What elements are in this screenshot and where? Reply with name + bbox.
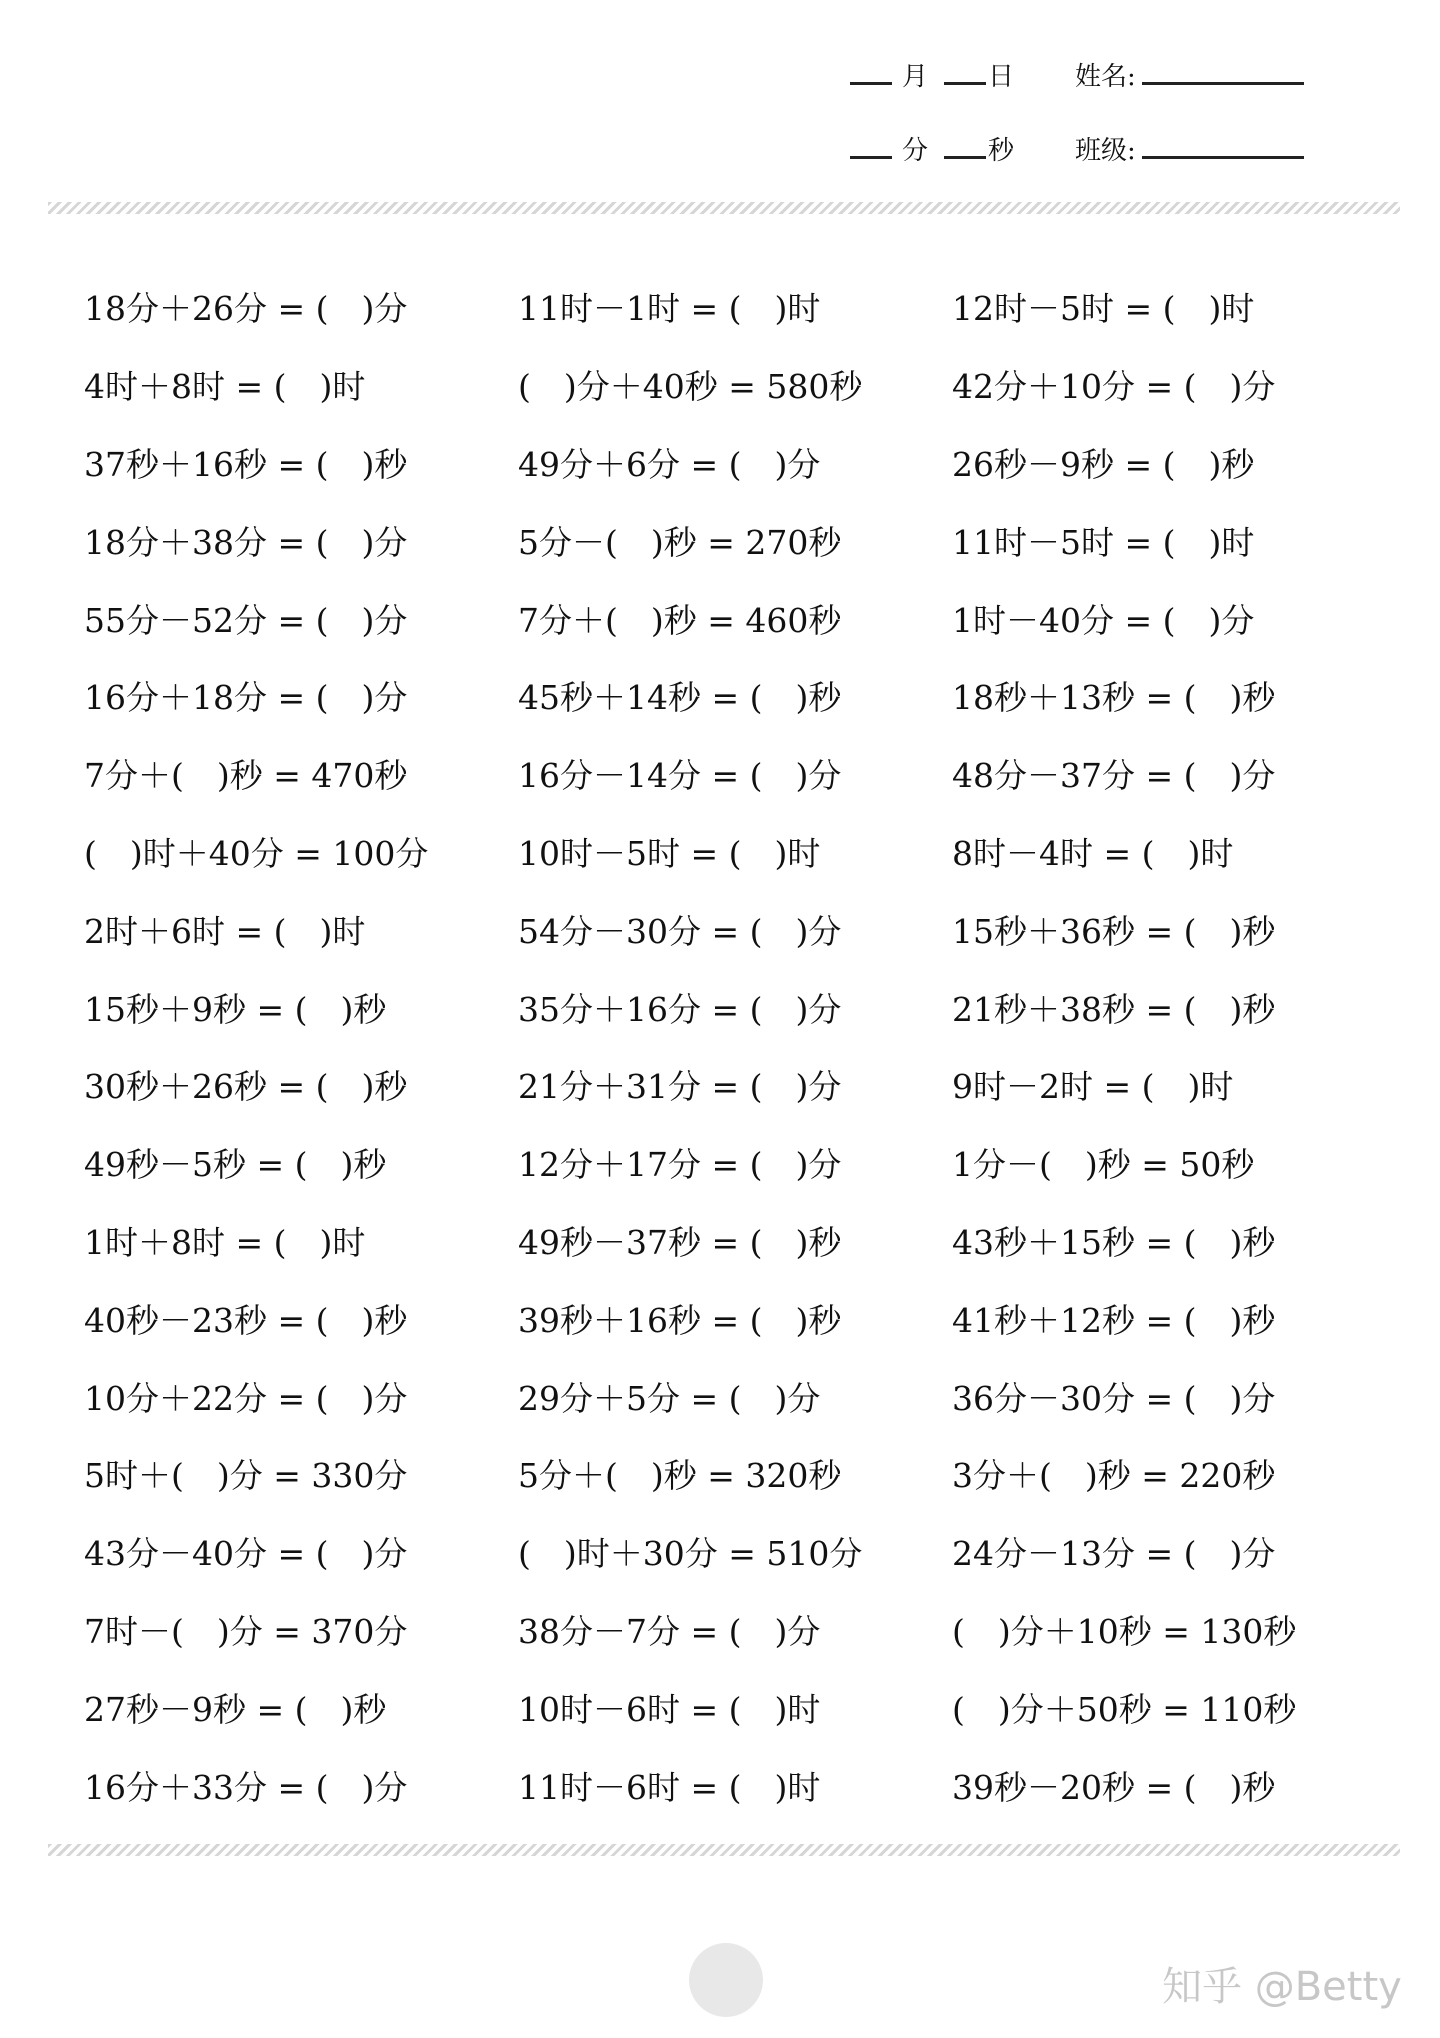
problem-item: 9时－2时 = ( )时 — [952, 1067, 1234, 1107]
problem-item: 10分＋22分 = ( )分 — [84, 1378, 408, 1418]
problem-item: 43分－40分 = ( )分 — [84, 1534, 408, 1574]
problem-item: 49秒－5秒 = ( )秒 — [84, 1145, 387, 1185]
problem-item: 8时－4时 = ( )时 — [952, 833, 1234, 873]
problem-item: 12分＋17分 = ( )分 — [518, 1145, 842, 1185]
problem-item: 39秒＋16秒 = ( )秒 — [518, 1300, 842, 1340]
worksheet-header — [850, 56, 1310, 204]
problem-item: 4时＋8时 = ( )时 — [84, 367, 366, 407]
problem-item: 35分＋16分 = ( )分 — [518, 989, 842, 1029]
problem-item: 11时－5时 = ( )时 — [952, 522, 1255, 562]
second-blank[interactable] — [944, 156, 986, 159]
problem-item: 27秒－9秒 = ( )秒 — [84, 1689, 387, 1729]
class-label: 班级: — [1075, 136, 1136, 166]
problem-item: ( )分＋10秒 = 130秒 — [952, 1611, 1297, 1651]
problem-item: 41秒＋12秒 = ( )秒 — [952, 1300, 1276, 1340]
bottom-hatched-divider — [48, 1844, 1400, 1856]
problem-item: 42分＋10分 = ( )分 — [952, 367, 1276, 407]
problem-item: 24分－13分 = ( )分 — [952, 1534, 1276, 1574]
problem-item: 49分＋6分 = ( )分 — [518, 444, 821, 484]
problem-item: 45秒＋14秒 = ( )秒 — [518, 678, 842, 718]
problem-item: 5分－( )秒 = 270秒 — [518, 522, 842, 562]
second-label: 秒 — [988, 136, 1015, 166]
problem-item: 30秒＋26秒 = ( )秒 — [84, 1067, 408, 1107]
problem-item: 12时－5时 = ( )时 — [952, 289, 1255, 329]
problem-item: 2时＋6时 = ( )时 — [84, 911, 366, 951]
date-name-row — [850, 56, 1310, 130]
problem-item: 1时＋8时 = ( )时 — [84, 1222, 366, 1262]
problem-item: 18分＋26分 = ( )分 — [84, 289, 408, 329]
problem-item: 16分＋33分 = ( )分 — [84, 1767, 408, 1807]
problem-item: 10时－6时 = ( )时 — [518, 1689, 821, 1729]
problem-item: 49秒－37秒 = ( )秒 — [518, 1222, 842, 1262]
problem-item: 18秒＋13秒 = ( )秒 — [952, 678, 1276, 718]
problem-item: 26秒－9秒 = ( )秒 — [952, 444, 1255, 484]
name-blank[interactable] — [1142, 82, 1304, 85]
problem-item: 29分＋5分 = ( )分 — [518, 1378, 821, 1418]
problem-item: 7分＋( )秒 = 470秒 — [84, 756, 408, 796]
problem-item: 11时－1时 = ( )时 — [518, 289, 821, 329]
problem-item: 38分－7分 = ( )分 — [518, 1611, 821, 1651]
problem-item: 16分－14分 = ( )分 — [518, 756, 842, 796]
time-class-row — [850, 130, 1310, 204]
page-indicator — [689, 1943, 763, 2017]
problem-item: 15秒＋9秒 = ( )秒 — [84, 989, 387, 1029]
problem-item: 1分－( )秒 = 50秒 — [952, 1145, 1255, 1185]
problem-item: 3分＋( )秒 = 220秒 — [952, 1456, 1276, 1496]
problem-item: 7分＋( )秒 = 460秒 — [518, 600, 842, 640]
problem-item: 21分＋31分 = ( )分 — [518, 1067, 842, 1107]
problem-item: 43秒＋15秒 = ( )秒 — [952, 1222, 1276, 1262]
day-blank[interactable] — [944, 82, 986, 85]
month-blank[interactable] — [850, 82, 892, 85]
problem-item: 5时＋( )分 = 330分 — [84, 1456, 408, 1496]
problem-item: 54分－30分 = ( )分 — [518, 911, 842, 951]
problem-item: 36分－30分 = ( )分 — [952, 1378, 1276, 1418]
watermark: 知乎 @Betty — [1162, 1964, 1402, 2010]
month-label: 月 — [902, 62, 929, 92]
problem-item: 39秒－20秒 = ( )秒 — [952, 1767, 1276, 1807]
problem-item: 40秒－23秒 = ( )秒 — [84, 1300, 408, 1340]
problem-item: ( )分＋50秒 = 110秒 — [952, 1689, 1297, 1729]
class-blank[interactable] — [1142, 156, 1304, 159]
problem-item: 48分－37分 = ( )分 — [952, 756, 1276, 796]
problem-item: 18分＋38分 = ( )分 — [84, 522, 408, 562]
problem-item: 21秒＋38秒 = ( )秒 — [952, 989, 1276, 1029]
problem-item: 10时－5时 = ( )时 — [518, 833, 821, 873]
problem-grid — [84, 268, 1384, 1824]
name-label: 姓名: — [1075, 62, 1136, 92]
problem-item: 15秒＋36秒 = ( )秒 — [952, 911, 1276, 951]
problem-item: ( )分＋40秒 = 580秒 — [518, 367, 863, 407]
problem-item: 1时－40分 = ( )分 — [952, 600, 1255, 640]
top-hatched-divider — [48, 202, 1400, 214]
problem-item: ( )时＋40分 = 100分 — [84, 833, 429, 873]
problem-item: 37秒＋16秒 = ( )秒 — [84, 444, 408, 484]
problem-item: 55分－52分 = ( )分 — [84, 600, 408, 640]
problem-item: 16分＋18分 = ( )分 — [84, 678, 408, 718]
problem-item: 11时－6时 = ( )时 — [518, 1767, 821, 1807]
day-label: 日 — [988, 62, 1015, 92]
problem-item: 5分＋( )秒 = 320秒 — [518, 1456, 842, 1496]
problem-item: ( )时＋30分 = 510分 — [518, 1534, 863, 1574]
minute-label: 分 — [902, 136, 929, 166]
minute-blank[interactable] — [850, 156, 892, 159]
problem-item: 7时－( )分 = 370分 — [84, 1611, 408, 1651]
